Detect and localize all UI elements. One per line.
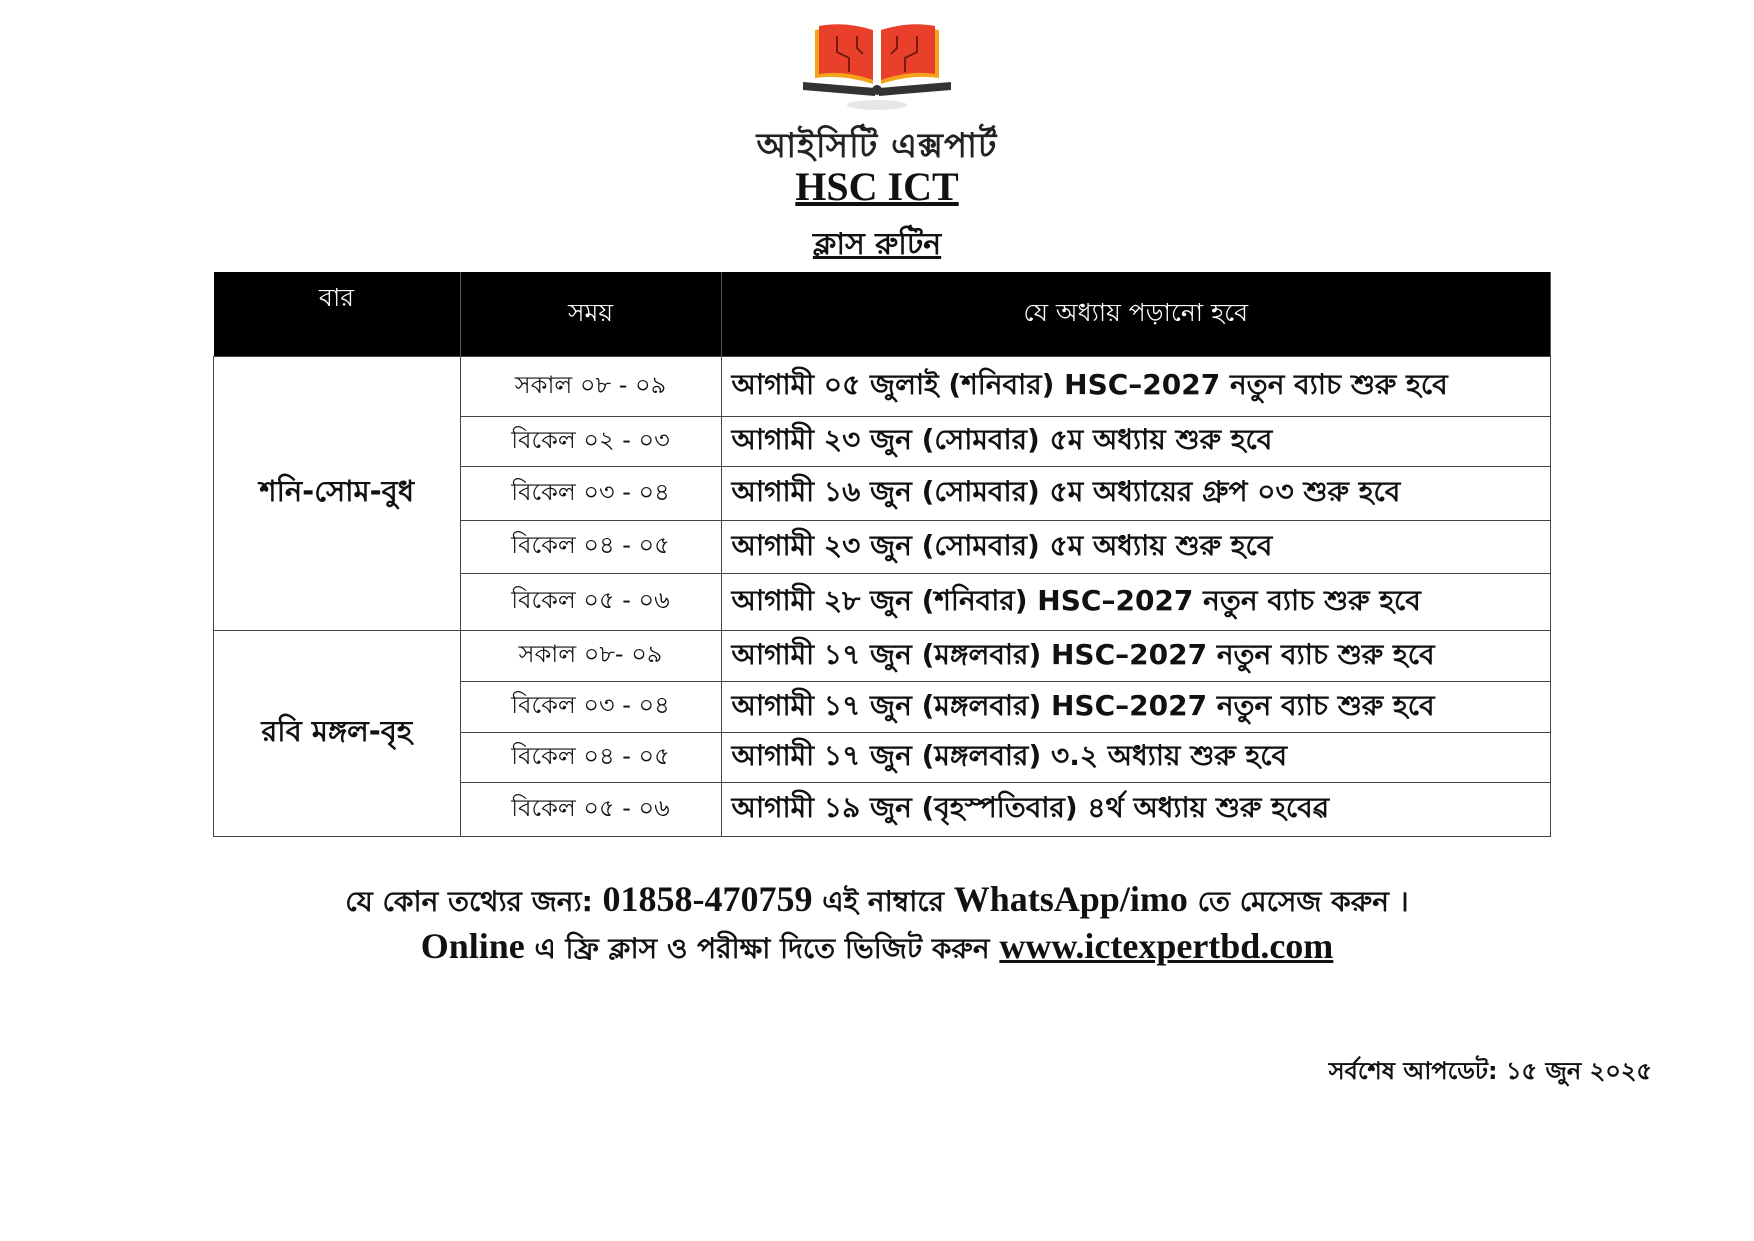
time-cell: বিকেল ০৪ - ০৫ [460, 521, 721, 574]
time-cell: সকাল ০৮- ০৯ [460, 631, 721, 682]
online-text: এ ফ্রি ক্লাস ও পরীক্ষা দিতে ভিজিট করুন [534, 932, 990, 965]
time-cell: বিকেল ০৫ - ০৬ [460, 574, 721, 631]
table-header-row [214, 272, 1551, 357]
page-subtitle: ক্লাস রুটিন [812, 227, 942, 262]
day-group-cell: শনি-সোম-বুধ [214, 357, 461, 631]
time-cell: বিকেল ০৪ - ০৫ [460, 733, 721, 783]
table-row [214, 631, 1551, 682]
open-book-circuit-icon [797, 22, 957, 117]
chapter-cell: আগামী ১৭ জুন (মঙ্গলবার) HSC–2027 নতুন ব্যাচ শুরু হবে [721, 631, 1551, 682]
contact-phone: 01858-470759 [602, 879, 813, 919]
class-routine-table [213, 272, 1551, 837]
contact-suffix: তে মেসেজ করুন । [1197, 885, 1409, 918]
brand-logo [0, 22, 1754, 121]
time-cell: সকাল ০৮ - ০৯ [460, 357, 721, 417]
chapter-cell: আগামী ২৩ জুন (সোমবার) ৫ম অধ্যায় শুরু হবে [721, 521, 1551, 574]
time-cell: বিকেল ০৩ - ০৪ [460, 682, 721, 733]
time-cell: বিকেল ০৩ - ০৪ [460, 467, 721, 521]
contact-prefix: যে কোন তথ্যের জন্য: [345, 885, 593, 918]
chapter-cell: আগামী ১৭ জুন (মঙ্গলবার) ৩.২ অধ্যায় শুরু হবে [721, 733, 1551, 783]
chapter-cell: আগামী ২৩ জুন (সোমবার) ৫ম অধ্যায় শুরু হবে [721, 417, 1551, 467]
chapter-cell: আগামী ২৮ জুন (শনিবার) HSC–2027 নতুন ব্যাচ শুরু হবে [721, 574, 1551, 631]
contact-apps: WhatsApp/imo [953, 879, 1188, 919]
time-cell: বিকেল ০৫ - ০৬ [460, 783, 721, 837]
chapter-cell: আগামী ১৯ জুন (বৃহস্পতিবার) ৪র্থ অধ্যায় শুরু হবেৱ [721, 783, 1551, 837]
header-chapter: যে অধ্যায় পড়ানো হবে [721, 272, 1551, 357]
website-link[interactable]: www.ictexpertbd.com [999, 926, 1334, 966]
contact-line [0, 878, 1754, 927]
header-time: সময় [460, 272, 721, 357]
chapter-cell: আগামী ০৫ জুলাই (শনিবার) HSC–2027 নতুন ব্যাচ শুরু হবে [721, 357, 1551, 417]
table-row [214, 357, 1551, 417]
last-updated: সর্বশেষ আপডেট: ১৫ জুন ২০২৫ [1328, 1057, 1652, 1085]
chapter-cell: আগামী ১৬ জুন (সোমবার) ৫ম অধ্যায়ের গ্রুপ ০৩ শুরু হবে [721, 467, 1551, 521]
chapter-cell: আগামী ১৭ জুন (মঙ্গলবার) HSC–2027 নতুন ব্যাচ শুরু হবে [721, 682, 1551, 733]
brand-name: আইসিটি এক্সপার্ট [756, 126, 998, 166]
day-group-cell: রবি মঙ্গল-বৃহ [214, 631, 461, 837]
online-lead: Online [420, 926, 525, 966]
contact-middle: এই নাম্বারে [822, 885, 945, 918]
time-cell: বিকেল ০২ - ০৩ [460, 417, 721, 467]
header-day: বার [214, 272, 461, 357]
page-title: HSC ICT [795, 164, 959, 209]
online-line [0, 925, 1754, 974]
